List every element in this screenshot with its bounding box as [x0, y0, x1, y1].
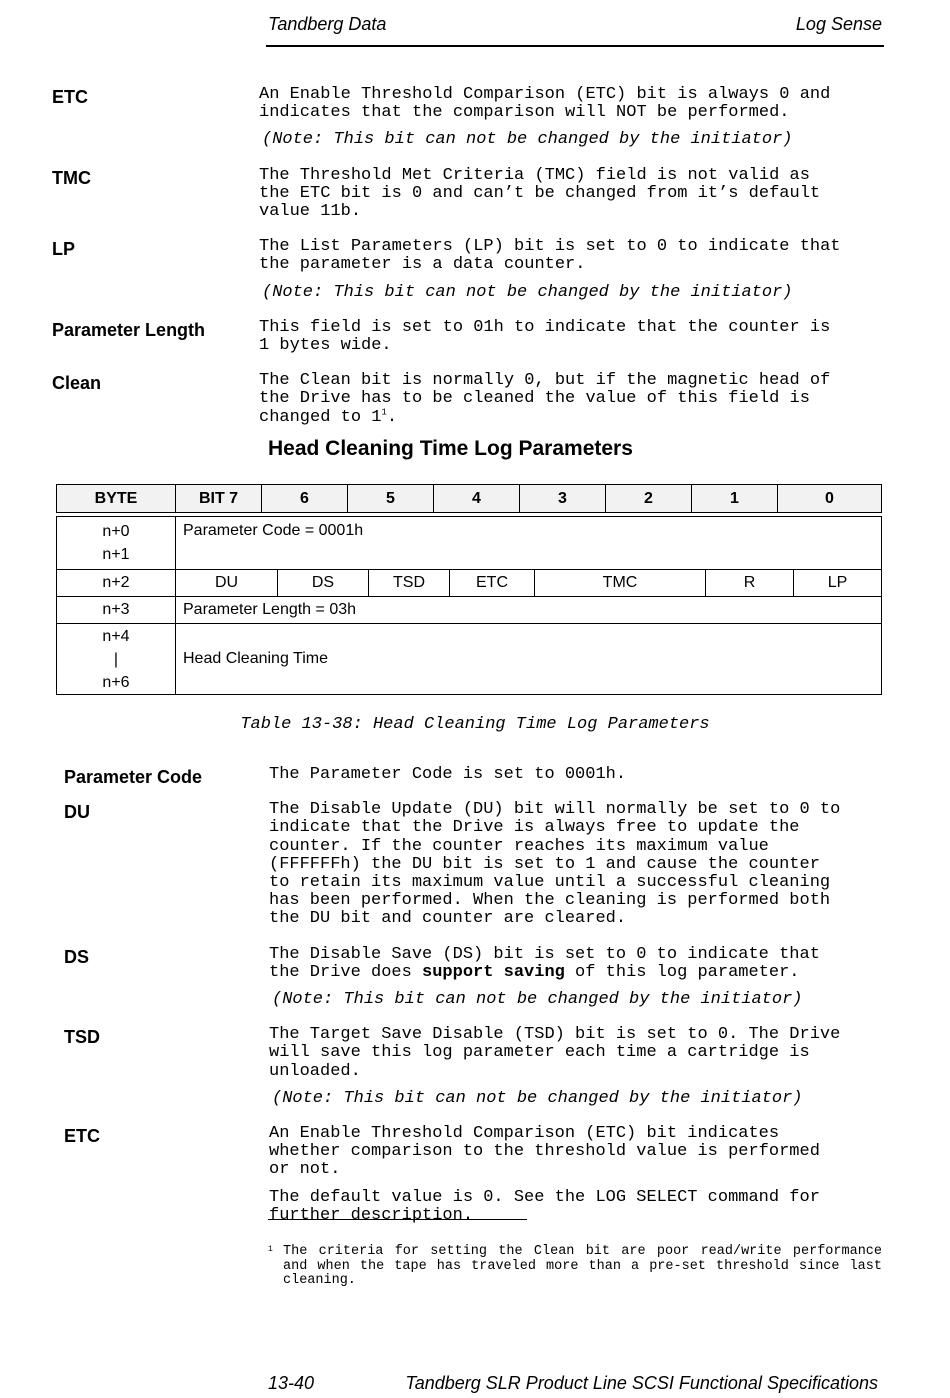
definition-row: [52, 319, 892, 364]
bit-layout-table: [56, 516, 882, 695]
header-cell-bit1: 1: [692, 485, 778, 513]
emphasis-text: support saving: [422, 962, 565, 982]
description-paragraph: [259, 238, 892, 274]
paragraph-text: The Disable Save (DS) bit is set to 0 to indicate that the Drive does: [269, 944, 820, 982]
header-section: Log Sense: [795, 14, 882, 34]
definition-term: Parameter Code: [64, 767, 203, 787]
definition-row: [64, 946, 894, 1019]
description-paragraph: [269, 1125, 894, 1180]
top-definition-list: [52, 86, 892, 444]
paragraph-text: This field is set to 01h to indicate that the counter is 1 bytes wide.: [259, 317, 831, 356]
definition-row: [64, 1026, 894, 1117]
footnote-reference: 1: [381, 406, 387, 417]
definition-row: [52, 167, 892, 231]
byte-cell: n+3: [57, 597, 176, 624]
paragraph-text: (Note: This bit can not be changed by the initiator): [262, 282, 793, 302]
paragraph-text: The Target Save Disable (TSD) bit is set to 0. The Drive will save this log parameter each time a cartridge is unloaded.: [269, 1025, 841, 1081]
field-etc: ETC: [450, 570, 535, 597]
byte-cell: [57, 517, 176, 570]
table-row-param-length: [57, 597, 882, 624]
paragraph-text: The Clean bit is normally 0, but if the magnetic head of the Drive has to be cleaned the value of this field is changed to 1: [259, 371, 831, 427]
definition-row: [52, 238, 892, 311]
definition-description: [269, 801, 894, 937]
table-row-cleaning-time: [57, 624, 882, 695]
definition-description: [259, 238, 892, 311]
definition-row: [64, 801, 894, 937]
note-paragraph: [262, 131, 892, 149]
header-cell-bit6: 6: [262, 485, 348, 513]
definition-term: ETC: [52, 87, 88, 107]
byte-range-bar: |: [113, 650, 119, 668]
header-cell-bit2: 2: [606, 485, 692, 513]
header-title: Tandberg Data: [268, 14, 387, 34]
byte-label: n+6: [102, 673, 130, 691]
paragraph-text: (Note: This bit can not be changed by the initiator): [262, 130, 793, 150]
description-paragraph: [259, 86, 892, 122]
table-caption: Table 13-38: Head Cleaning Time Log Parameters: [240, 715, 710, 734]
bit-header-table: [56, 484, 882, 513]
definition-term: Parameter Length: [52, 319, 206, 340]
byte-cell: n+2: [57, 570, 176, 597]
definition-description: [269, 946, 894, 1019]
paragraph-text: The default value is 0. See the LOG SELECT command for further description.: [269, 1187, 820, 1225]
definition-row: [64, 766, 894, 793]
description-paragraph: [269, 946, 894, 982]
header-rule: [266, 45, 884, 47]
header-cell-byte: BYTE: [57, 485, 176, 513]
paragraph-text: (Note: This bit can not be changed by the initiator): [272, 1088, 803, 1108]
note-paragraph: [262, 284, 892, 302]
description-paragraph: [269, 801, 894, 928]
definition-term: DU: [64, 802, 90, 823]
page-number: 13-40: [268, 1373, 315, 1393]
definition-term: DS: [64, 946, 90, 967]
header-cell-bit3: 3: [520, 485, 606, 513]
paragraph-text-tail: .: [386, 407, 398, 427]
paragraph-text: An Enable Threshold Comparison (ETC) bit indicates whether comparison to the threshold value is performed or not.: [269, 1124, 820, 1180]
description-paragraph: [259, 319, 892, 355]
paragraph-text: The List Parameters (LP) bit is set to 0 to indicate that the parameter is a data counter.: [259, 237, 841, 275]
footnote-rule: [268, 1219, 527, 1220]
paragraph-text: The Parameter Code is set to 0001h.: [269, 765, 627, 784]
document-title: Tandberg SLR Product Line SCSI Functional Specifications: [405, 1373, 878, 1393]
note-paragraph: [272, 991, 894, 1009]
definition-term: LP: [52, 239, 76, 260]
paragraph-text: The Disable Update (DU) bit will normally be set to 0 to indicate that the Drive is always free to update the counter. If the counter reaches its maximum value (FFFFFFh) the DU bit is set to 1 and cause the counter to retain its maximum value until a successful cleaning has been performed. When the cleaning is performed both the DU bit and counter are cleared.: [269, 800, 841, 929]
paragraph-text: The Threshold Met Criteria (TMC) field is not valid as the ETC bit is 0 and can’t be changed from it’s default value 11b.: [259, 165, 821, 222]
bottom-definition-list: [64, 766, 894, 1242]
parameter-length-cell: Parameter Length = 03h: [176, 597, 882, 624]
definition-row: [64, 1125, 894, 1234]
field-tsd: TSD: [369, 570, 450, 597]
field-du: DU: [176, 570, 278, 597]
field-r: R: [706, 570, 794, 597]
definition-description: [269, 766, 894, 793]
note-paragraph: [272, 1090, 894, 1108]
header-cell-bit7: BIT 7: [176, 485, 262, 513]
section-title: Head Cleaning Time Log Parameters: [268, 437, 633, 460]
definition-term: TSD: [64, 1027, 100, 1048]
definition-term: TMC: [52, 167, 91, 188]
header-cell-bit5: 5: [348, 485, 434, 513]
paragraph-text: An Enable Threshold Comparison (ETC) bit is always 0 and indicates that the comparison will NOT be performed.: [259, 85, 831, 123]
definition-row: [52, 86, 892, 159]
definition-description: [259, 319, 892, 364]
definition-description: [259, 372, 892, 436]
byte-label: n+1: [102, 546, 130, 563]
paragraph-text: (Note: This bit can not be changed by the initiator): [272, 990, 803, 1010]
head-cleaning-time-cell: Head Cleaning Time: [176, 624, 882, 695]
header-cell-bit0: 0: [778, 485, 882, 513]
byte-label: n+0: [102, 523, 130, 540]
description-paragraph: [269, 766, 894, 784]
definition-description: [259, 167, 892, 231]
definition-row: [52, 372, 892, 436]
footnote: [268, 1245, 882, 1289]
byte-label: n+4: [102, 627, 130, 645]
byte-cell: [57, 624, 176, 695]
definition-description: [269, 1125, 894, 1234]
footnote-mark: 1: [268, 1245, 273, 1254]
header-cell-bit4: 4: [434, 485, 520, 513]
field-ds: DS: [278, 570, 369, 597]
description-paragraph: [259, 372, 892, 427]
table-row-param-code: [57, 517, 882, 570]
paragraph-text-tail: of this log parameter.: [564, 962, 800, 982]
table-row-flags: [57, 570, 882, 597]
description-paragraph: [259, 167, 892, 222]
definition-term: Clean: [52, 373, 102, 394]
definition-description: [259, 86, 892, 159]
field-tmc: TMC: [535, 570, 706, 597]
parameter-code-cell: Parameter Code = 0001h: [176, 517, 882, 570]
definition-description: [269, 1026, 894, 1117]
definition-term: ETC: [64, 1126, 100, 1147]
footnote-text: The criteria for setting the Clean bit are poor read/write performance and when the tape has traveled more than a pre-set threshold since last cleaning.: [283, 1244, 882, 1288]
description-paragraph: [269, 1026, 894, 1081]
field-lp: LP: [794, 570, 882, 597]
